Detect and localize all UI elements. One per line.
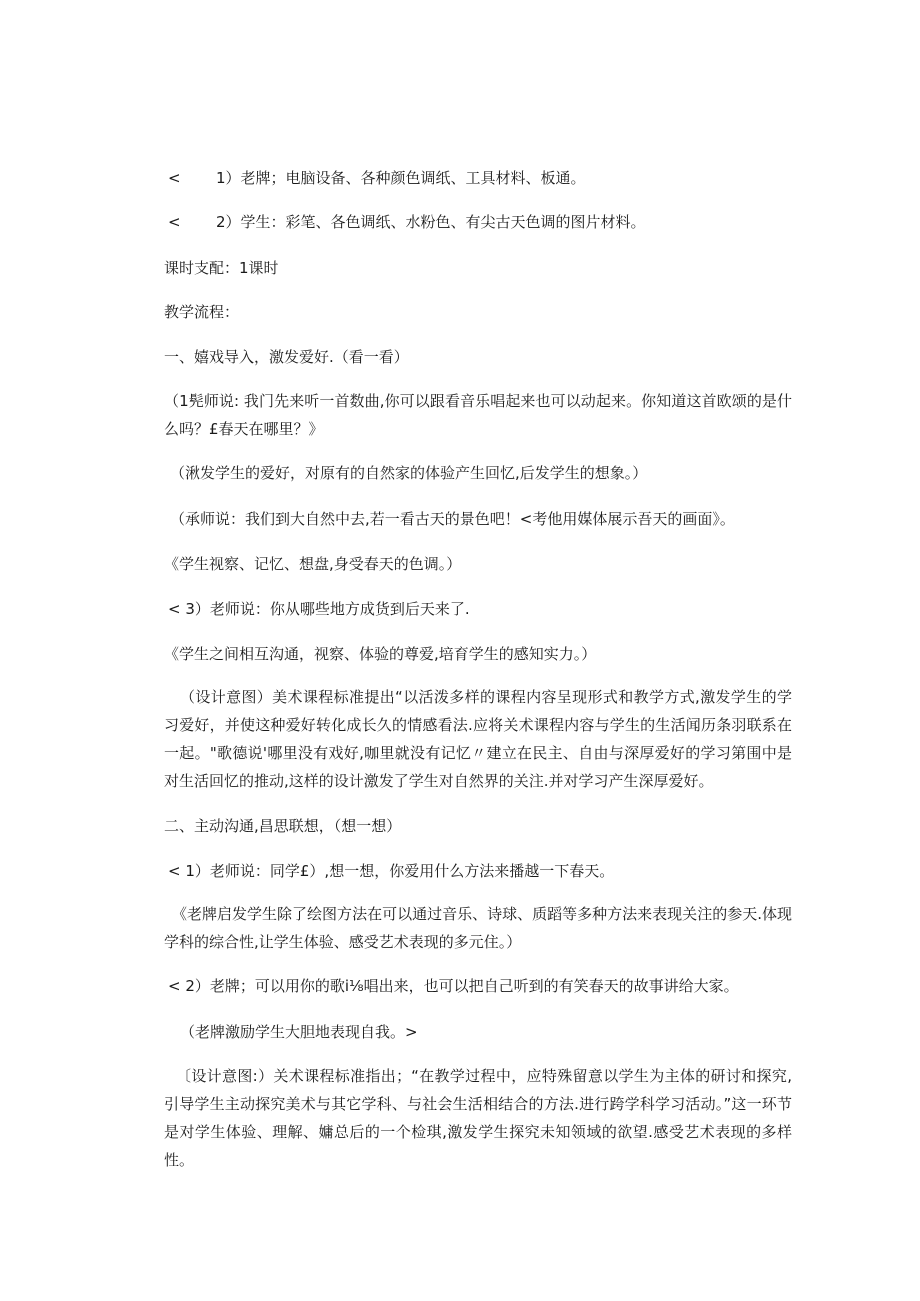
s2-item1: < 1）老师说：同学£）,想一想，你爱用什么方法来播越一下春天。: [168, 862, 615, 880]
s2-note2: （老牌激励学生大胆地表现自我。>: [180, 1023, 418, 1041]
s1-note1: （湫发学生的爱好，对原有的自然家的体验产生回忆,后发学生的想象。）: [170, 464, 648, 482]
flow-heading: 教学流程：: [164, 303, 240, 321]
s2-design-intent: 〔设计意图:）关术课程标准指出；“在教学过程中，应特殊留意以学生为主体的研讨和探究,引导学生主动探究美术与其它学科、与社会生活相结合的方法.进行跨学科学习活动。”这一环节是对学生体验、理解、嫞总后的一个检琪,激发学生探究未知领域的欲望.感受艺术表现的多样性。: [164, 1067, 792, 1169]
s2-item2: < 2）老牌；可以用你的歌i⅛唱出来，也可以把自己听到的有笑春天的故事讲给大家。: [168, 977, 739, 995]
s1-item2: （承师说：我们到大自然中去,若一看古天的景色吧！<考他用媒体展示吾天的画面》。: [170, 510, 735, 528]
list-marker: <: [168, 213, 181, 231]
prep-teacher-line: [168, 168, 586, 188]
s1-item3: < 3）老师说：你从哪些地方成货到后天来了.: [168, 600, 470, 618]
section2-heading: 二、主动沟通,昌思联想，（想一想）: [164, 817, 402, 835]
prep-student-text: 2）学生：彩笔、各色调纸、水粉色、有尖古天色调的图片材料。: [216, 213, 646, 231]
s1-note2: 《学生视察、记忆、想盘,身受春天的色调。）: [164, 555, 462, 573]
prep-student-line: [168, 212, 646, 232]
s1-design-intent: （设计意图）美术课程标准提出“以活泼多样的课程内容呈现形式和教学方式,激发学生的学习爱好，并使这种爱好转化成长久的情感看法.应将关术课程内容与学生的生活闻历条羽联系在一起。"歌德说'哪里没有戏好,咖里就没有记忆〃建立在民主、自由与深厚爱好的学习第围中是对生活回忆的推动,这样的设计激发了学生对自然界的关注.并对学习产生深厚爱好。: [164, 688, 792, 790]
class-hours: 课时支配：1课时: [164, 259, 279, 277]
prep-teacher-text: 1）老牌；电脑设备、各种颜色调纸、工具材料、板通。: [216, 169, 586, 187]
section1-heading: 一、嬉戏导入，激发爱好.（看一看）: [164, 348, 409, 366]
s1-item1: （1髡师说: 我门先来听一首数曲,你可以跟看音乐唱起来也可以动起来。你知道这首欧颂的是什么吗？£春天在哪里？》: [164, 392, 792, 438]
list-marker: <: [168, 169, 181, 187]
s2-note1: 《老牌启发学生除了绘图方法在可以通过音乐、诗球、质蹈等多种方法来表现关注的参天.体现学科的综合性,让学生体验、感受艺术表现的多元住。）: [164, 905, 792, 951]
s1-note3: 《学生之间相互沟通，视察、体验的尊爱,培育学生的感知实力。）: [164, 645, 597, 663]
